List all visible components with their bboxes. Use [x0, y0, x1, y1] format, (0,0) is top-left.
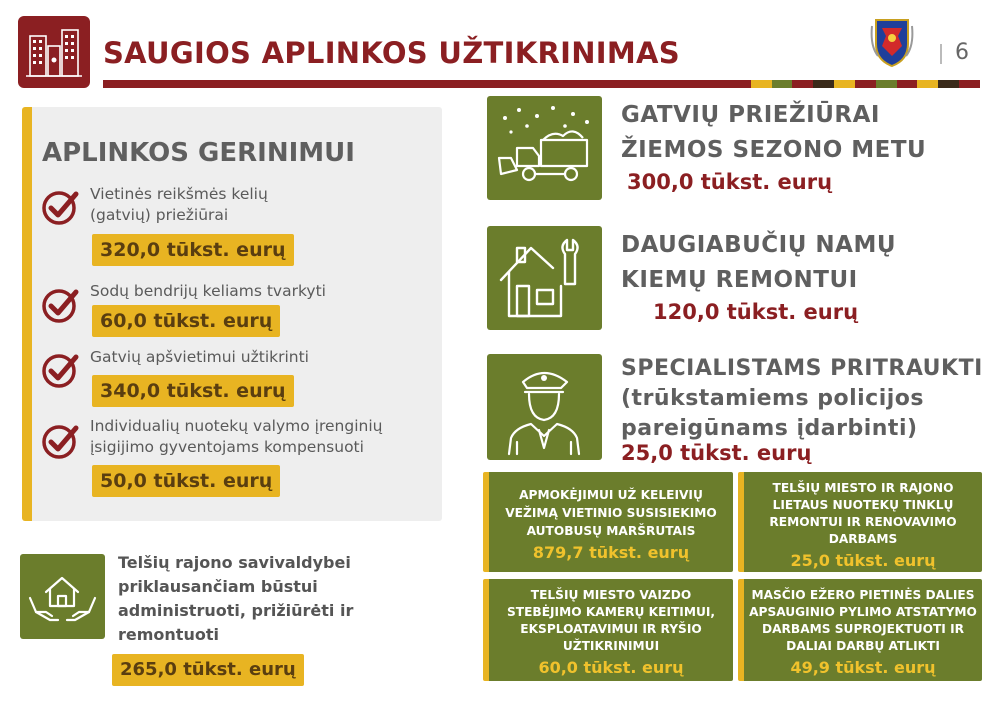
- police-officer-icon: [487, 354, 602, 460]
- section-title: GATVIŲ PRIEŽIŪRAI ŽIEMOS SEZONO METU: [621, 102, 927, 163]
- section-amount: 120,0 tūkst. eurų: [653, 300, 859, 324]
- coat-of-arms-icon: [870, 16, 914, 68]
- checkmark-icon: [40, 420, 82, 462]
- funding-box: MASČIO EŽERO PIETINĖS DALIES APSAUGINIO PYLIMO ATSTATYMO DARBAMS SUPROJEKTUOTI IR DALIAI DARBŲ ATLIKTI 49,9 tūkst. eurų: [738, 579, 982, 681]
- list-item: Gatvių apšvietimui užtikrinti: [90, 348, 309, 366]
- page-number: 6: [955, 40, 969, 65]
- amount-badge: 340,0 tūkst. eurų: [92, 375, 294, 407]
- section-amount: 25,0 tūkst. eurų: [621, 441, 812, 465]
- amount-badge: 60,0 tūkst. eurų: [92, 305, 280, 337]
- box-amount: 60,0 tūkst. eurų: [538, 658, 684, 677]
- box-amount: 879,7 tūkst. eurų: [532, 543, 690, 562]
- house-repair-icon: [487, 226, 602, 330]
- decorative-stripes: [730, 80, 980, 88]
- funding-box: APMOKĖJIMUI UŽ KELEIVIŲ VEŽIMĄ VIETINIO SUSISIEKIMO AUTOBUSŲ MARŠRUTAIS 879,7 tūkst. eurų: [483, 472, 733, 572]
- section-amount: 300,0 tūkst. eurų: [627, 170, 833, 194]
- housing-description: Telšių rajono savivaldybei priklausančiam būstui administruoti, prižiūrėti ir remontuoti: [118, 553, 354, 644]
- section-title: SPECIALISTAMS PRITRAUKTI (trūkstamiems policijos pareigūnams įdarbinti): [621, 356, 983, 441]
- box-amount: 49,9 tūkst. eurų: [790, 658, 936, 677]
- amount-badge: 265,0 tūkst. eurų: [112, 654, 304, 686]
- header-separator: [940, 44, 942, 64]
- checkmark-icon: [40, 186, 82, 228]
- amount-badge: 320,0 tūkst. eurų: [92, 234, 294, 266]
- page-title: SAUGIOS APLINKOS UŽTIKRINIMAS: [103, 36, 680, 70]
- house-hands-icon: [20, 554, 105, 639]
- amount-badge: 50,0 tūkst. eurų: [92, 465, 280, 497]
- list-item: Vietinės reikšmės kelių (gatvių) priežiūrai: [90, 185, 268, 224]
- funding-box: TELŠIŲ MIESTO VAIZDO STEBĖJIMO KAMERŲ KEITIMUI, EKSPLOATAVIMUI IR RYŠIO UŽTIKRINIMUI 60,0 tūkst. eurų: [483, 579, 733, 681]
- funding-box: TELŠIŲ MIESTO IR RAJONO LIETAUS NUOTEKŲ TINKLŲ REMONTUI IR RENOVAVIMO DARBAMS 25,0 tūkst. eurų: [738, 472, 982, 572]
- section-title: DAUGIABUČIŲ NAMŲ KIEMŲ REMONTUI: [621, 232, 897, 293]
- list-item: Sodų bendrijų keliams tvarkyti: [90, 282, 326, 300]
- list-item: Individualių nuotekų valymo įrenginių įsigijimo gyventojams kompensuoti: [90, 417, 383, 456]
- panel-heading: APLINKOS GERINIMUI: [42, 138, 355, 168]
- checkmark-icon: [40, 284, 82, 326]
- checkmark-icon: [40, 349, 82, 391]
- buildings-logo-icon: [18, 16, 90, 88]
- box-amount: 25,0 tūkst. eurų: [790, 551, 936, 570]
- snowplow-truck-icon: [487, 96, 602, 200]
